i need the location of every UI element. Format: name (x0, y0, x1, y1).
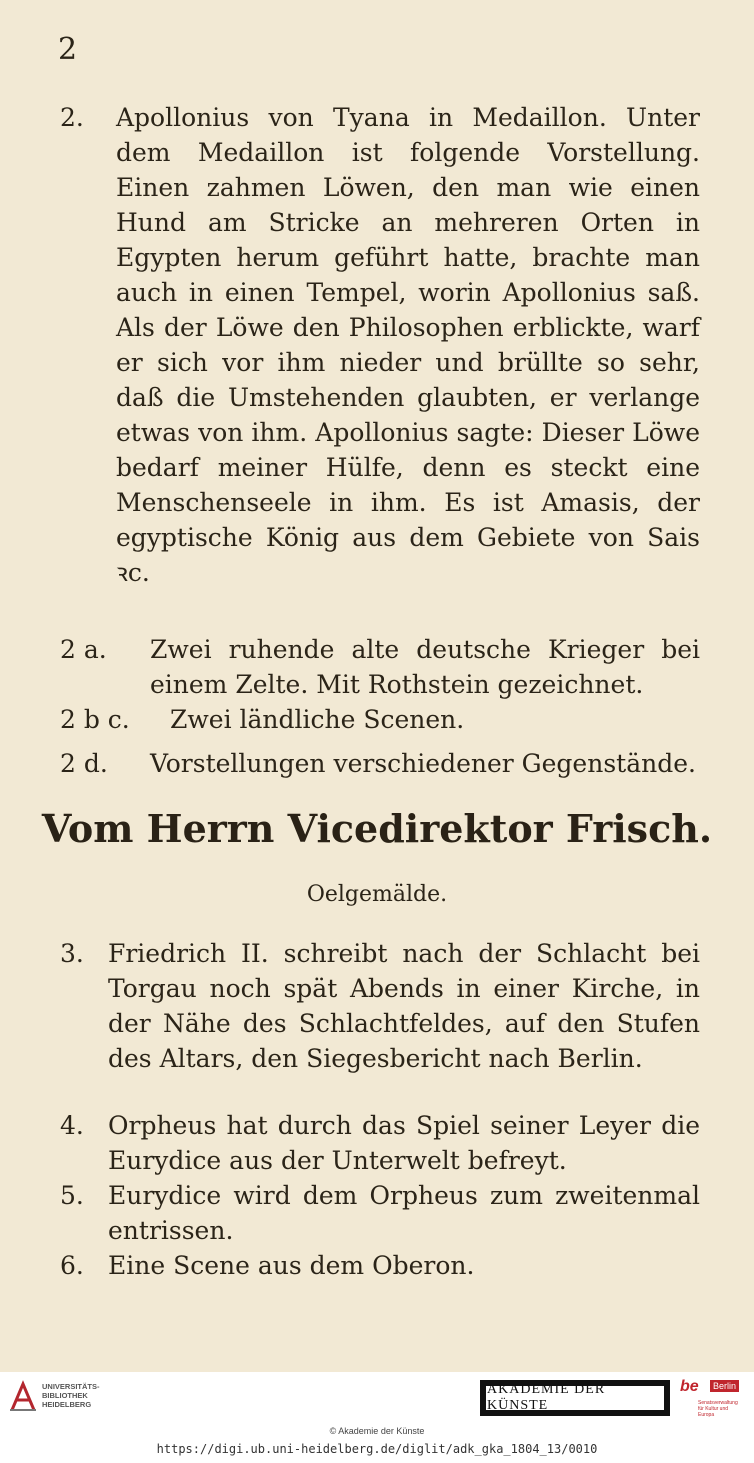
entry-text: Eurydice wird dem Orpheus zum zweitenmal entrissen. (108, 1181, 700, 1245)
entry-number: 3. (60, 939, 84, 968)
entry-number: 5. (60, 1181, 84, 1210)
catalog-entry-6 (60, 1248, 700, 1283)
entry-number: 4. (60, 1111, 84, 1140)
entry-text: Eine Scene aus dem Oberon. (108, 1251, 475, 1280)
academy-name: AKADEMIE DER KÜNSTE (486, 1386, 664, 1410)
bem-subtitle: Senatsverwaltung für Kultur und Europa (698, 1400, 738, 1418)
bem-city: Berlin (710, 1380, 739, 1392)
entry-text: Vorstellungen verschiedener Gegenstände. (150, 749, 696, 778)
catalog-entry-2bc (60, 702, 700, 737)
entry-text: Apollonius von Tyana in Medaillon. Unter dem Medaillon ist folgende Vorstellung. Einen zahmen Löwen, den man wie einen Hund am Stricke an mehreren Orten in Egypten herum geführt hatte, brachte man auch in einen Tempel, worin Apollonius saß. Als der Löwe den Philosophen erblickte, warf er sich vor ihm nieder und brüllte so sehr, daß die Umstehenden glaubten, er verlange etwas von ihm. Apollonius sagte: Dieser Löwe bedarf meiner Hülfe, denn es steckt eine Menschenseele in ihm. Es ist Amasis, der egyptische König aus dem Gebiete von Sais ꝛc. (116, 103, 700, 587)
entry-text: Orpheus hat durch das Spiel seiner Leyer die Eurydice aus der Unterwelt befreyt. (108, 1111, 700, 1175)
entry-number: 2 b c. (60, 705, 130, 734)
entry-text: Zwei ländliche Scenen. (170, 705, 465, 734)
academy-logo[interactable] (480, 1380, 670, 1416)
footer (0, 1372, 754, 1463)
catalog-entry-2 (60, 100, 700, 590)
catalog-entry-4 (60, 1108, 700, 1178)
permalink-url[interactable]: https://digi.ub.uni-heidelberg.de/diglit/adk_gka_1804_13/0010 (156, 1442, 598, 1456)
catalog-entry-2d (60, 746, 700, 781)
entry-number: 2. (60, 103, 84, 132)
bem-logo-text: be (680, 1378, 699, 1395)
university-library-logo[interactable] (8, 1378, 118, 1418)
catalog-entry-3 (60, 936, 700, 1076)
entry-number: 6. (60, 1251, 84, 1280)
section-subheading: Oelgemälde. (306, 882, 448, 907)
library-mark-icon (8, 1380, 38, 1414)
catalog-entry-5 (60, 1178, 700, 1248)
library-name: UNIVERSITÄTS- BIBLIOTHEK HEIDELBERG (42, 1382, 100, 1409)
bem-berlin-logo[interactable] (680, 1378, 744, 1422)
entry-text: Zwei ruhende alte deutsche Krieger bei einem Zelte. Mit Rothstein gezeichnet. (150, 635, 700, 699)
page-number: 2 (58, 32, 78, 67)
catalog-entry-2a (60, 632, 700, 702)
entry-number: 2 d. (60, 749, 108, 778)
entry-number: 2 a. (60, 635, 107, 664)
copyright-text: © Akademie der Künste (329, 1426, 425, 1436)
entry-text: Friedrich II. schreibt nach der Schlacht bei Torgau noch spät Abends in einer Kirche, in der Nähe des Schlachtfeldes, auf den Stufen des Altars, den Siegesbericht nach Berlin. (108, 939, 700, 1073)
section-heading: Vom Herrn Vicedirektor Frisch. (41, 806, 713, 851)
